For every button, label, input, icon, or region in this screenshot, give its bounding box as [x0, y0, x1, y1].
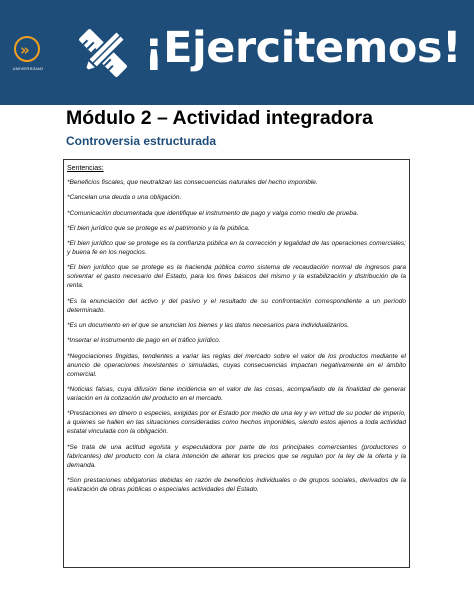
- sentence-item: *El bien jurídico que se protege es el patrimonio y la fe pública.: [67, 224, 250, 232]
- sentence-item: *El bien jurídico que se protege es la hacienda pública como sistema de recaudación normal de ingresos para solventar el gasto necesario del Estado, para los fines básicos del mismo y la estabilización y distribución de la renta.: [67, 264, 406, 290]
- module-subtitle: Controversia estructurada: [66, 134, 217, 148]
- sentence-item: *Es la enunciación del activo y del pasivo y el resultado de su confrontación correspondiente a un período determinado.: [67, 297, 406, 314]
- sentence-item: *Son prestaciones obligatorias debidas en razón de beneficios individuales o de grupos sociales, derivados de la realización de obras públicas o especiales actividades del Estado.: [67, 476, 406, 493]
- sentence-item: *Noticias falsas, cuya difusión tiene incidencia en el valor de las cosas, acompañado de la finalidad de generar variación en la cotización del producto en el mercado.: [67, 385, 406, 402]
- logo-text: UNIVERSIDAD: [12, 66, 44, 71]
- module-title: Módulo 2 – Actividad integradora: [66, 107, 373, 129]
- sentence-item: *Prestaciones en dinero o especies, exigidas por el Estado por medio de una ley y en virtud de su poder de imperio, a quienes se hallen en las situaciones consideradas como hechos imponibles, siendo estos ajenos a toda actividad estatal vinculada con la obligación.: [67, 410, 406, 436]
- sentence-item: *Es un documento en el que se anuncian los bienes y las datos necesarios para individualizarlos.: [67, 322, 350, 330]
- sentence-item: *Cancelan una deuda o una obligación.: [67, 194, 182, 202]
- sentences-heading: Sentencias:: [67, 165, 104, 172]
- sentence-item: *El bien jurídico que se protege es la confianza pública en la corrección y legalidad de las operaciones comerciales; y buena fe en los negocios.: [67, 240, 406, 257]
- sentence-item: *Insertar el instrumento de pago en el tráfico jurídico.: [67, 337, 221, 345]
- logo-badge: [14, 36, 40, 62]
- sentence-item: *Comunicación documentada que identifique el instrumento de pago y valga como medio de prueba.: [67, 209, 359, 217]
- pencil-ruler-icon: [74, 24, 132, 82]
- chevron-double-right-icon: »: [20, 41, 30, 59]
- sentence-item: *Beneficios fiscales, que neutralizan las consecuencias naturales del hecho imponible.: [67, 179, 318, 186]
- sentence-item: *Negociaciones fingidas, tendientes a variar las reglas del mercado sobre el valor de los productos mediante el anuncio de operaciones inexistentes o simuladas, cuyas consecuencias impactan negativamente en el ámbito comercial.: [67, 352, 406, 378]
- header-banner: [0, 0, 474, 105]
- sentences-box: [63, 159, 410, 568]
- banner-title: ¡Ejercitemos!: [144, 23, 462, 73]
- sentence-item: *Se trata de una actitud egoísta y especuladora por parte de los principales comerciantes (productores o fabricantes) del producto con la clara intención de alterar los precios que se regulan por la ley de la oferta y la demanda.: [67, 443, 406, 469]
